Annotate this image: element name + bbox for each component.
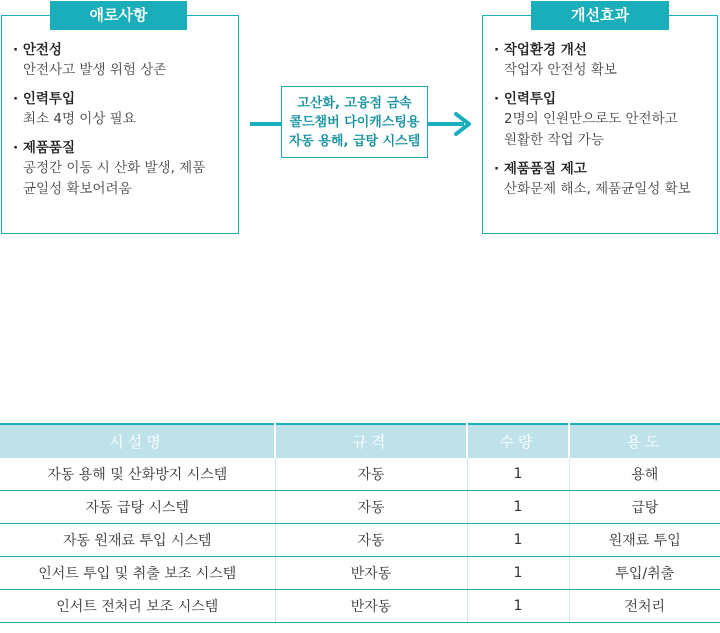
effects-title: 개선효과 bbox=[531, 1, 669, 30]
table-cell: 원재료 투입 bbox=[569, 524, 720, 557]
problem-item-head: · 인력투입 bbox=[13, 91, 75, 107]
table-cell: 용해 bbox=[569, 458, 720, 491]
problems-title: 애로사항 bbox=[50, 1, 187, 30]
table-cell: 인서트 투입 및 취출 보조 시스템 bbox=[0, 557, 275, 590]
effect-item-head: · 제품품질 제고 bbox=[494, 161, 587, 177]
col-header-quantity: 수량 bbox=[467, 424, 569, 458]
table-row bbox=[0, 590, 720, 623]
effect-item-body: 산화문제 해소, 제품균일성 확보 bbox=[504, 181, 691, 197]
problem-item-body: 공정간 이동 시 산화 발생, 제품 bbox=[23, 160, 206, 176]
table-cell: 1 bbox=[467, 524, 569, 557]
problem-item-body: 최소 4명 이상 필요 bbox=[23, 111, 136, 127]
col-header-facility-name: 시설명 bbox=[0, 424, 275, 458]
problems-box bbox=[1, 6, 239, 234]
connector-line-left bbox=[250, 122, 281, 126]
facility-table bbox=[0, 423, 720, 623]
col-header-usage: 용도 bbox=[569, 424, 720, 458]
table-cell: 투입/취출 bbox=[569, 557, 720, 590]
arrow-right-icon bbox=[452, 111, 474, 137]
table-row bbox=[0, 491, 720, 524]
solution-line: 콜드챔버 다이캐스팅용 bbox=[289, 114, 420, 130]
solution-line: 고산화, 고융점 금속 bbox=[297, 95, 412, 111]
table-cell: 자동 bbox=[275, 491, 467, 524]
effect-item-manpower bbox=[494, 89, 711, 151]
table-cell: 반자동 bbox=[275, 557, 467, 590]
table-cell: 자동 용해 및 산화방지 시스템 bbox=[0, 458, 275, 491]
effect-item-head: · 작업환경 개선 bbox=[494, 42, 587, 58]
solution-line: 자동 용해, 급탕 시스템 bbox=[288, 133, 421, 149]
table-cell: 1 bbox=[467, 458, 569, 491]
table-cell: 자동 급탕 시스템 bbox=[0, 491, 275, 524]
problem-item-manpower bbox=[13, 89, 232, 130]
problems-list bbox=[13, 40, 232, 208]
table-header-row bbox=[0, 424, 720, 458]
table-cell: 1 bbox=[467, 590, 569, 623]
table-cell: 인서트 전처리 보조 시스템 bbox=[0, 590, 275, 623]
problem-item-head: · 안전성 bbox=[13, 42, 62, 58]
effects-box bbox=[482, 6, 718, 234]
problem-item-quality bbox=[13, 138, 232, 200]
effect-item-body: 작업자 안전성 확보 bbox=[504, 62, 617, 78]
table-row bbox=[0, 557, 720, 590]
table-cell: 전처리 bbox=[569, 590, 720, 623]
effect-item-environment bbox=[494, 40, 711, 81]
table-cell: 자동 bbox=[275, 458, 467, 491]
table-cell: 급탕 bbox=[569, 491, 720, 524]
table-row bbox=[0, 524, 720, 557]
problem-item-safety bbox=[13, 40, 232, 81]
problem-item-head: · 제품품질 bbox=[13, 140, 75, 156]
table-cell: 1 bbox=[467, 491, 569, 524]
table-cell: 1 bbox=[467, 557, 569, 590]
table-cell: 반자동 bbox=[275, 590, 467, 623]
solution-box bbox=[281, 86, 428, 158]
effect-item-body: 2명의 인원만으로도 안전하고 bbox=[504, 111, 678, 127]
effect-item-body: 원활한 작업 가능 bbox=[504, 132, 604, 148]
problem-item-body: 균일성 확보어려움 bbox=[23, 181, 132, 197]
problem-item-body: 안전사고 발생 위험 상존 bbox=[23, 62, 167, 78]
table-cell: 자동 원재료 투입 시스템 bbox=[0, 524, 275, 557]
table-row bbox=[0, 458, 720, 491]
effects-list bbox=[494, 40, 711, 208]
effect-item-quality bbox=[494, 159, 711, 200]
col-header-spec: 규격 bbox=[275, 424, 467, 458]
table-cell: 자동 bbox=[275, 524, 467, 557]
effect-item-head: · 인력투입 bbox=[494, 91, 556, 107]
